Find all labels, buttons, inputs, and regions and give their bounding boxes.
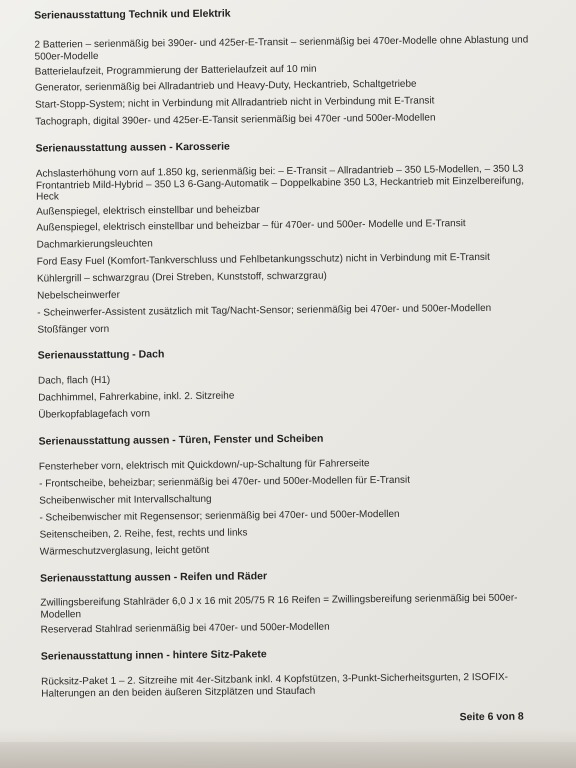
- list-item: Außenspiegel, elektrisch einstellbar und beheizbar: [36, 204, 260, 218]
- list-item: Scheibenwischer mit Intervallschaltung: [39, 493, 212, 507]
- list-item: Wärmeschutzverglasung, leicht getönt: [39, 544, 210, 558]
- page-number: Seite 6 von 8: [459, 710, 524, 724]
- section-heading-sitz-pakete: Serienausstattung innen - hintere Sitz-Pakete: [40, 648, 267, 663]
- list-item: Generator, serienmäßig bei Allradantrieb und Heavy-Duty, Heckantrieb, Schaltgetriebe: [34, 78, 417, 94]
- list-item: Tachograph, digital 390er- und 425er-E-Tansit serienmäßig bei 470er -und 500er-Modellen: [35, 112, 436, 128]
- list-item: Dachmarkierungsleuchten: [36, 238, 153, 251]
- page-bottom-edge: [0, 742, 576, 768]
- section-heading-technik: Serienausstattung Technik und Elektrik: [34, 7, 231, 22]
- section-heading-reifen: Serienausstattung aussen - Reifen und Räder: [39, 570, 268, 585]
- list-item: Fensterheber vorn, elektrisch mit Quickdown/-up-Schaltung für Fahrerseite: [38, 458, 370, 473]
- list-item: Zwillingsbereifung Stahlräder 6,0 J x 16 mit 205/75 R 16 Reifen = Zwillingsbereifung serienmäßig bei 500er-Modellen: [40, 592, 518, 621]
- list-item: Batterielaufzeit, Programmierung der Batterielaufzeit auf 10 min: [34, 63, 317, 78]
- list-item: Start-Stopp-System; nicht in Verbindung mit Allradantrieb nicht in Verbindung mit E-Transit: [35, 95, 435, 111]
- list-item: Nebelscheinwerfer: [37, 289, 120, 302]
- list-item: - Frontscheibe, beheizbar; serienmäßig bei 470er- und 500er-Modellen für E-Transit: [39, 474, 411, 490]
- list-item: - Scheinwerfer-Assistent zusätzlich mit Tag/Nacht-Sensor; serienmäßig bei 470er- und 500er-Modellen: [37, 302, 492, 319]
- section-heading-dach: Serienausstattung - Dach: [37, 348, 165, 362]
- list-item: Dachhimmel, Fahrerkabine, inkl. 2. Sitzreihe: [38, 390, 235, 404]
- list-item: Dach, flach (H1): [37, 374, 111, 387]
- list-item: Außenspiegel, elektrisch einstellbar und beheizbar – für 470er- und 500er- Modelle und E-Transit: [36, 218, 466, 234]
- list-item: Überkopfablagefach vorn: [38, 408, 151, 421]
- list-item: - Scheibenwischer mit Regensensor; serienmäßig bei 470er- und 500er-Modellen: [39, 508, 400, 524]
- section-heading-tueren: Serienausstattung aussen - Türen, Fenster und Scheiben: [38, 432, 324, 448]
- list-item: Reserverad Stahlrad serienmäßig bei 470er- und 500er-Modellen: [40, 621, 330, 636]
- list-item: Ford Easy Fuel (Komfort-Tankverschluss und Fehlbetankungsschutz) nicht in Verbindung mit E-Transit: [36, 251, 490, 268]
- list-item: Rücksitz-Paket 1 – 2. Sitzreihe mit 4er-Sitzbank inkl. 4 Kopfstützen, 3-Punkt-Sicherheitsgurten, 2 ISOFIX-Halterungen an den beiden äußeren Sitzplätzen und Staufach: [41, 671, 509, 700]
- list-item: 2 Batterien – serienmäßig bei 390er- und 425er-E-Transit – serienmäßig bei 470er-Modelle ohne Ablastung und 500er-Modelle: [34, 34, 529, 63]
- list-item: Seitenscheiben, 2. Reihe, fest, rechts und links: [39, 527, 248, 541]
- list-item: Kühlergrill – schwarzgrau (Drei Streben, Kunststoff, schwarzgrau): [36, 270, 327, 285]
- list-item: Stoßfänger vorn: [37, 323, 110, 336]
- list-item: Achslasterhöhung vorn auf 1.850 kg, serienmäßig bei: – E-Transit – Allradantrieb – 350 L5-Modellen, – 350 L3 Frontantrieb Mild-Hybrid – 350 L3 6-Gang-Automatik – Doppelkabine 350 L3, Heckantrieb mit Einzelbereifung, Heck: [35, 163, 525, 203]
- section-heading-karosserie: Serienausstattung aussen - Karosserie: [35, 140, 230, 155]
